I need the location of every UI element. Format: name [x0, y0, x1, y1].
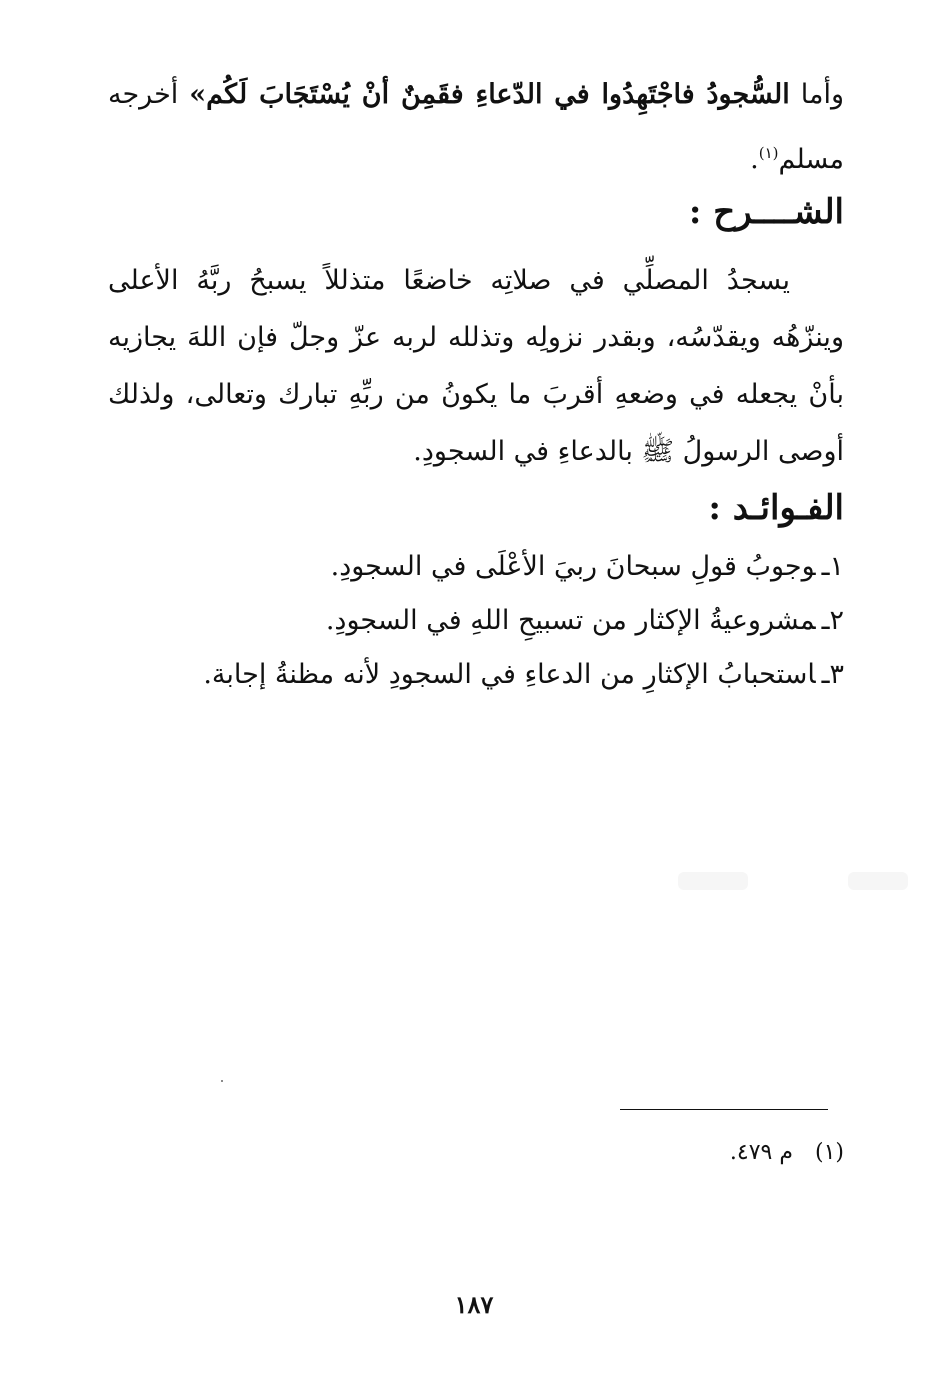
hadith-end-punct: . [750, 144, 759, 175]
hadith-paragraph [108, 66, 844, 189]
benefit-number: ٢ـ [821, 605, 844, 636]
footnote-mark: (١) [814, 1140, 844, 1165]
footnote [730, 1140, 844, 1165]
scan-speck [221, 1080, 223, 1082]
benefit-number: ٣ـ [821, 659, 844, 690]
benefit-text: مشروعيةُ الإكثار من تسبيحِ اللهِ في السجودِ. [325, 605, 816, 636]
footnote-text: م ٤٧٩. [729, 1140, 793, 1165]
sharh-paragraph: يسجدُ المصلِّي في صلاتِه خاضعًا متذللاً يسبحُ ربَّهُ الأعلى وينزّهُه ويقدّسُه، وبقدر نزولِه وتذلله لربه عزّ وجلّ فإن اللهَ يجازيه بأنْ يجعله في وضعهِ أقربَ ما يكونُ من ربِّهِ تبارك وتعالى، ولذلك أوصى الرسولُ ﷺ بالدعاءِ في السجودِ. [108, 265, 844, 467]
hadith-quote: السُّجودُ فاجْتَهِدُوا في الدّعاءِ فقَمِنٌ أنْ يُسْتَجَابَ لَكُم» [189, 79, 790, 110]
scan-smudge [848, 872, 908, 890]
hadith-intro: وأما [789, 79, 844, 110]
sharh-heading: الشــــرح : [688, 192, 844, 232]
benefits-list [108, 540, 844, 702]
scan-smudge [678, 872, 748, 890]
benefit-text: وجوبُ قولِ سبحانَ ربيَ الأعْلَى في السجودِ. [330, 551, 816, 582]
footnote-reference[interactable]: (١) [758, 144, 779, 162]
benefit-text: استحبابُ الإكثارِ من الدعاءِ في السجودِ لأنه مظنةُ إجابة. [203, 659, 816, 690]
benefit-number: ١ـ [821, 551, 844, 582]
footnote-separator [620, 1109, 828, 1110]
fawaid-heading: الفـوائـد : [708, 488, 844, 528]
benefit-item [108, 648, 844, 702]
hadith-source: أخرجه مسلم [108, 79, 844, 175]
benefit-item [108, 594, 844, 648]
benefit-item [108, 540, 844, 594]
page-number: ١٨٧ [454, 1290, 494, 1319]
